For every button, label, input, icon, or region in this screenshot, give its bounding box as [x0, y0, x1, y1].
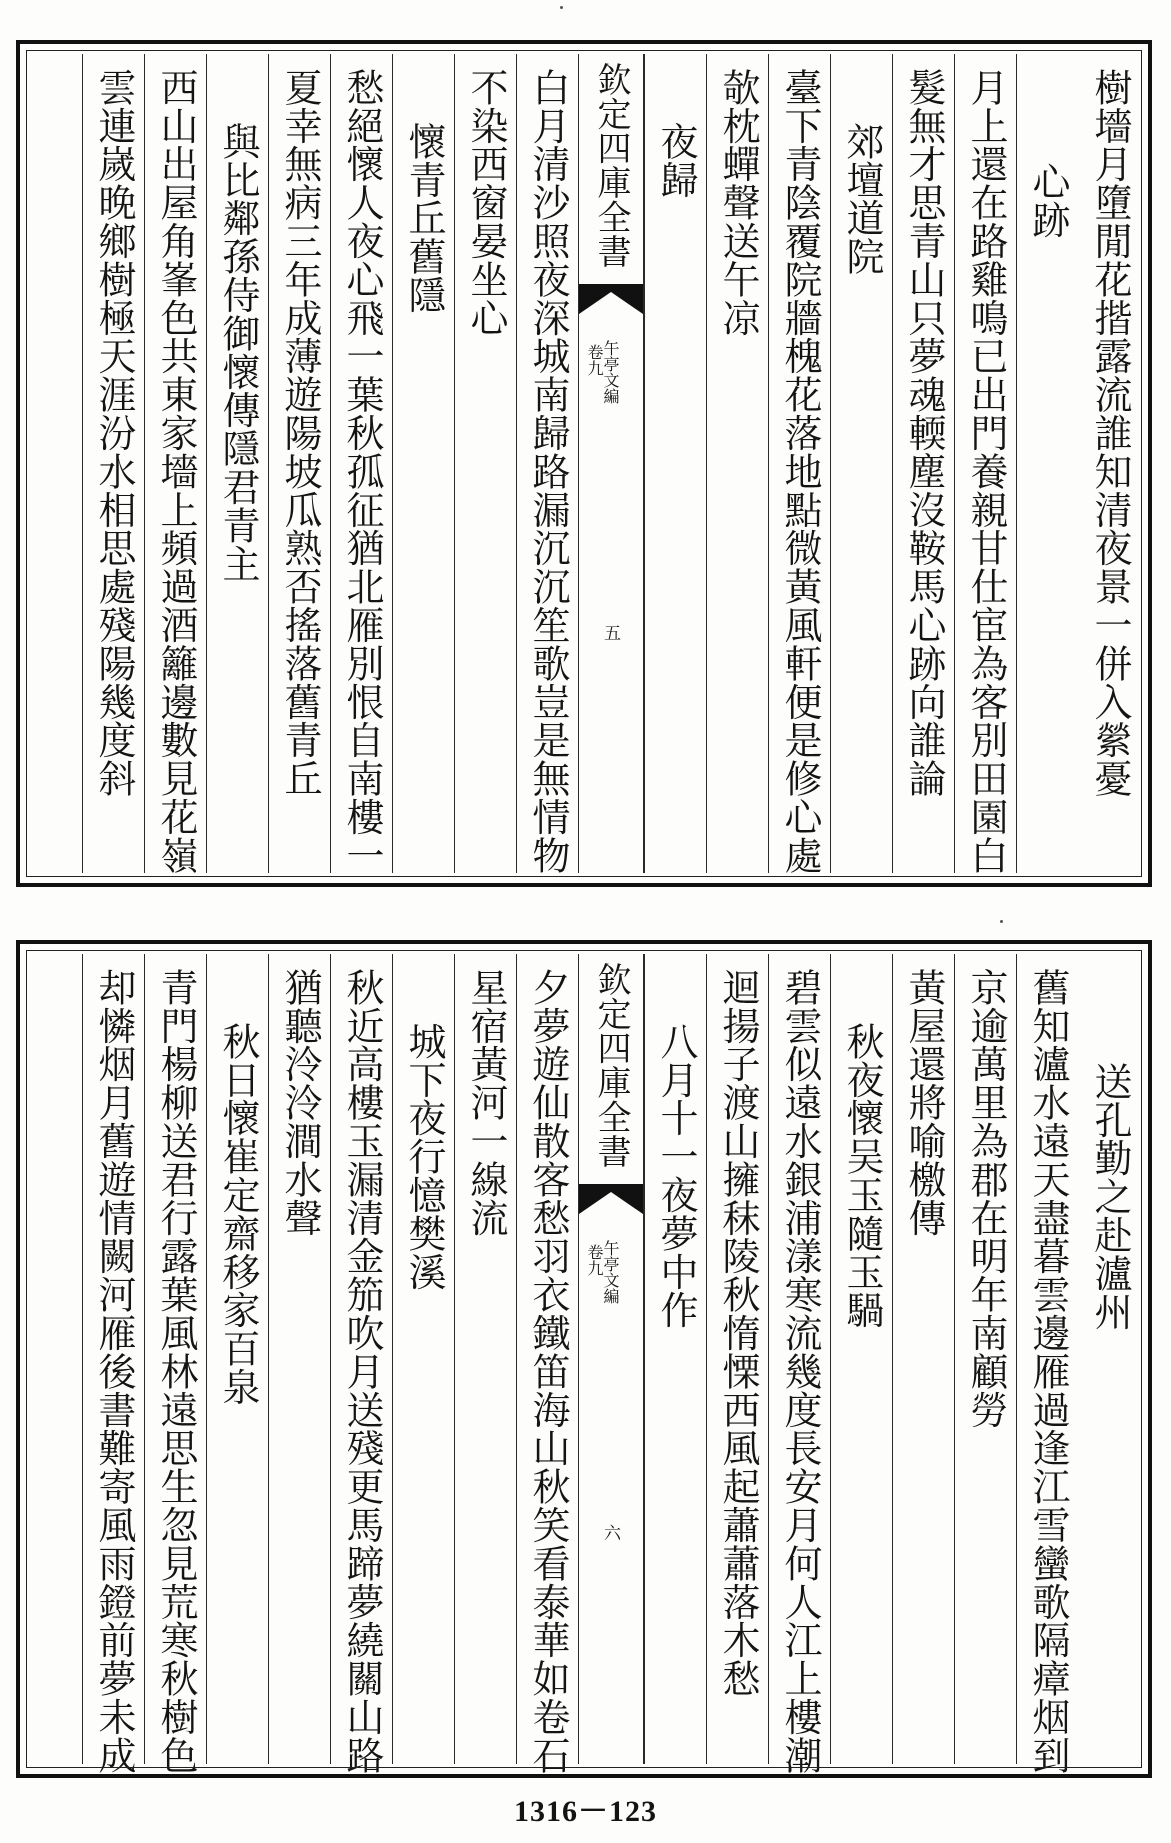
text-column: [892, 954, 954, 1764]
column-text: 夜歸: [654, 122, 698, 199]
column-text: 與比鄰孫侍御懷傳隱君青主: [216, 122, 260, 583]
column-text: 臺下青陰覆院牆槐花落地點微黃風軒便是修心處: [778, 68, 822, 875]
text-column: [1016, 954, 1078, 1775]
column-text: 碧雲似遠水銀浦漾寒流幾度長安月何人江上樓潮: [778, 968, 822, 1775]
page-number: 五: [600, 624, 620, 641]
column-text: 髮無才思青山只夢魂輭塵沒鞍馬心跡向誰論: [902, 68, 946, 798]
text-column: [1078, 54, 1140, 873]
text-column: [144, 54, 206, 873]
text-column: [1078, 954, 1140, 1764]
column-text: 不染西窗晏坐心: [464, 68, 508, 337]
text-column: [768, 954, 830, 1775]
text-column: [516, 54, 578, 873]
fish-tail-mark-icon: [579, 1184, 643, 1214]
text-column: [454, 54, 516, 873]
column-text: 城下夜行憶樊溪: [402, 1022, 446, 1291]
column-text: 郊壇道院: [840, 122, 884, 276]
collection-title: 欽定四庫全書: [591, 62, 631, 269]
column-text: 夏幸無病三年成薄遊陽坡瓜熟否搖落舊青丘: [278, 68, 322, 798]
fish-tail-mark-icon: [579, 284, 643, 314]
text-column: [644, 54, 706, 873]
text-column: [144, 954, 206, 1775]
column-text: 迴揚子渡山擁秣陵秋惰慄西風起蕭蕭落木愁: [716, 968, 760, 1698]
collection-title: 欽定四庫全書: [591, 962, 631, 1169]
column-text: 秋近高樓玉漏清金笳吹月送殘更馬蹄夢繞關山路: [340, 968, 384, 1775]
text-column: [82, 54, 144, 873]
column-text: 懷青丘舊隱: [402, 122, 446, 314]
text-column: [516, 954, 578, 1775]
column-text: 舊知瀘水遠天盡暮雲邊雁過逢江雪蠻歌隔瘴烟到: [1026, 968, 1070, 1775]
text-column: [206, 54, 268, 873]
column-text: 夕夢遊仙散客愁羽衣鐵笛海山秋笑看泰華如卷石: [526, 968, 570, 1775]
column-text: 雲連嵗晚鄉樹極天涯汾水相思處殘陽幾度斜: [92, 68, 136, 798]
column-text: 黃屋還將喻檄傳: [902, 968, 946, 1237]
text-column: [892, 54, 954, 873]
column-text: 却憐烟月舊遊情闕河雁後書難寄風雨鐙前夢未成: [92, 968, 136, 1775]
column-text: 心跡: [1026, 162, 1070, 239]
text-column: [1016, 54, 1078, 873]
text-column: [330, 54, 392, 873]
book-title: 午亭文編: [601, 340, 620, 404]
column-text: 西山出屋角峯色共東家墻上頻過酒籬邊數見花嶺: [154, 68, 198, 875]
text-column: [954, 954, 1016, 1764]
page-number: 六: [600, 1524, 620, 1541]
center-fold: [578, 54, 644, 873]
column-text: 秋日懷崔定齋移家百泉: [216, 1022, 260, 1406]
text-column: [830, 954, 892, 1764]
column-text: 猶聽泠泠澗水聲: [278, 968, 322, 1237]
column-text: 月上還在路雞鳴已出門養親甘仕宦為客別田園白: [964, 68, 1008, 875]
column-text: 京逾萬里為郡在明年南顧勞: [964, 968, 1008, 1429]
text-column: [706, 954, 768, 1764]
scan-speck: [560, 6, 563, 9]
text-column: [830, 54, 892, 873]
lower-page: [16, 940, 1152, 1778]
upper-page: [16, 40, 1152, 887]
column-text: 青門楊柳送君行露葉風林遠思生忽見荒寒秋樹色: [154, 968, 198, 1775]
text-column: [392, 54, 454, 873]
column-text: 樹墻月墮閒花揩露流誰知清夜景一併入縈憂: [1088, 68, 1132, 798]
text-column: [330, 954, 392, 1775]
text-column: [644, 954, 706, 1764]
column-text: 秋夜懷吴玉隨玉騧: [840, 1022, 884, 1330]
volume-label: 卷九: [585, 344, 604, 376]
text-column: [954, 54, 1016, 873]
scan-speck: [1000, 920, 1003, 923]
column-text: 愁絕懷人夜心飛一葉秋孤征猶北雁別恨自南樓一: [340, 68, 384, 875]
text-column: [82, 954, 144, 1775]
text-column: [206, 954, 268, 1764]
text-column: [268, 954, 330, 1764]
text-column: [768, 54, 830, 873]
column-text: 欹枕蟬聲送午凉: [716, 68, 760, 337]
column-text: 八月十一夜夢中作: [654, 1022, 698, 1330]
text-column: [268, 54, 330, 873]
volume-label: 卷九: [585, 1244, 604, 1276]
column-text: 星宿黃河一線流: [464, 968, 508, 1237]
column-text: 送孔勤之赴瀘州: [1088, 1062, 1132, 1331]
book-title: 午亭文編: [601, 1240, 620, 1304]
column-text: 白月清沙照夜深城南歸路漏沉沉笙歌豈是無情物: [526, 68, 570, 875]
page-footer-number: 1316－123: [514, 1795, 657, 1828]
text-column: [392, 954, 454, 1764]
text-column: [706, 54, 768, 873]
center-fold: [578, 954, 644, 1764]
text-column: [454, 954, 516, 1764]
